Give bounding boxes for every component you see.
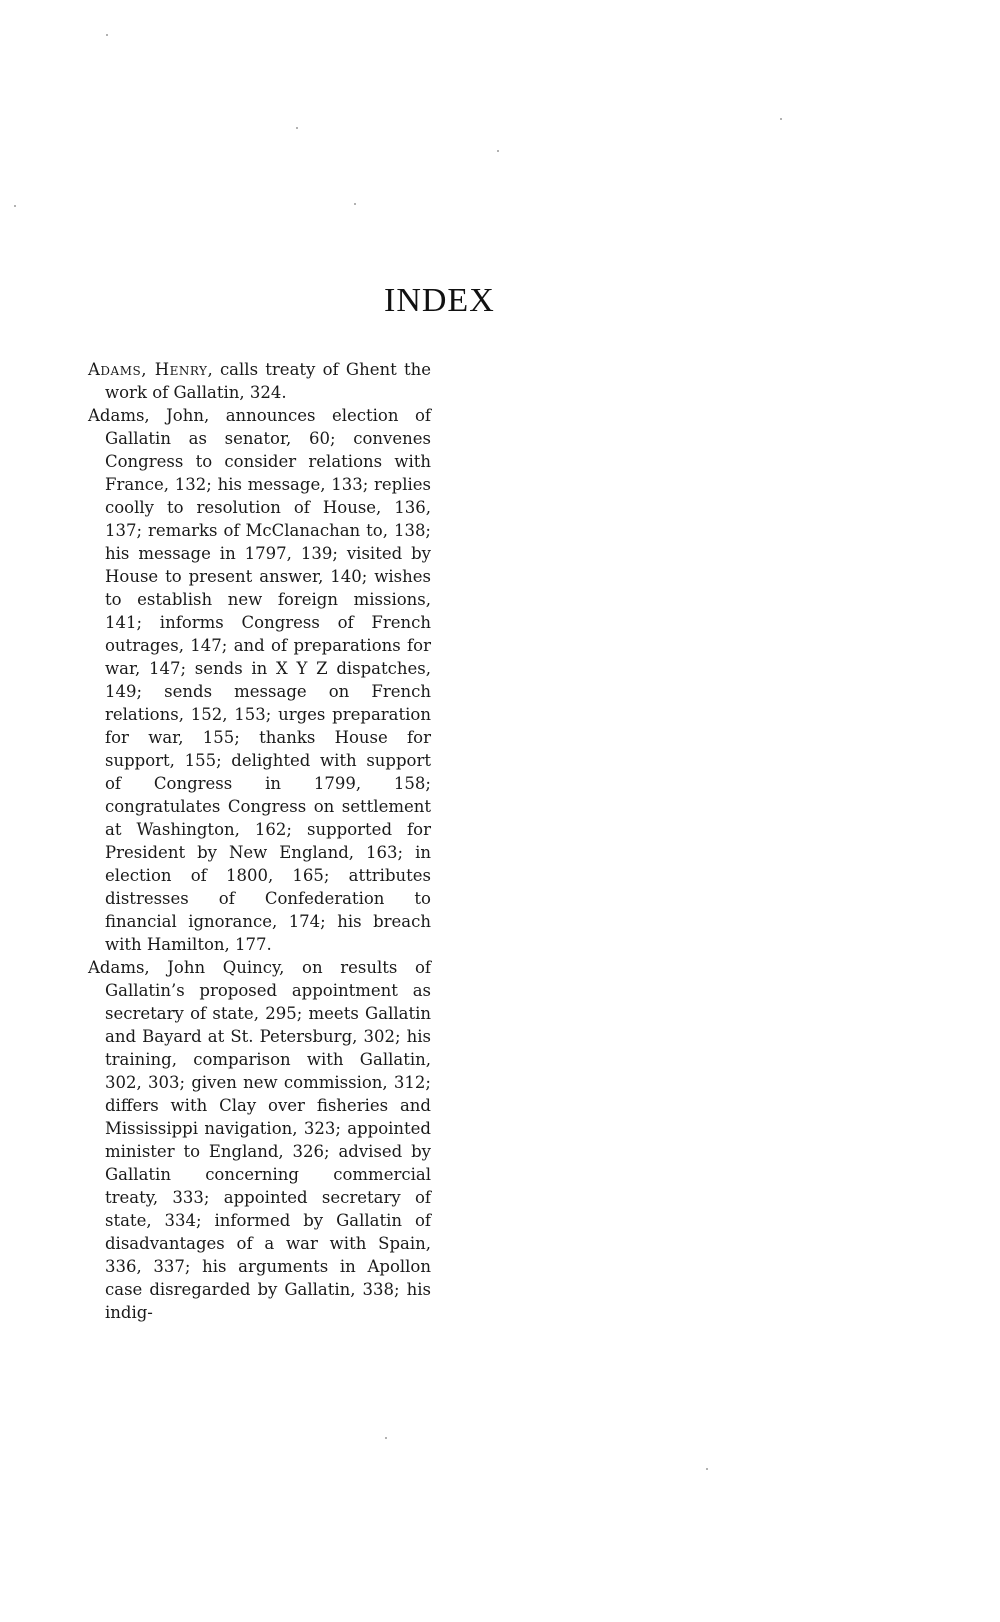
- index-entry-adams-henry: [88, 358, 431, 404]
- page-title: INDEX: [384, 282, 495, 319]
- scan-speck: [296, 127, 298, 129]
- scan-speck: [354, 203, 356, 205]
- index-entry-adams-john-quincy: [88, 956, 431, 1324]
- scan-speck: [706, 1468, 708, 1470]
- scan-speck: [385, 1437, 387, 1439]
- index-column: [88, 358, 431, 1324]
- scan-speck: [780, 118, 782, 120]
- entry-headword: Adams, Henry: [88, 360, 208, 379]
- entry-text: , calls treaty of Ghent the work of Gallatin, 324.: [105, 360, 431, 402]
- index-entry-adams-john: [88, 404, 431, 956]
- entry-text: Adams, John Quincy, on results of Gallatin’s proposed appointment as secretary of state, 295; meets Gallatin and Bayard at St. Petersburg, 302; his training, comparison with Gallatin, 302, 303; given new commission, 312; differs with Clay over fisheries and Mississippi navigation, 323; appointed minister to England, 326; advised by Gallatin concerning commercial treaty, 333; appointed secretary of state, 334; informed by Gallatin of disadvantages of a war with Spain, 336, 337; his arguments in Apollon case disregarded by Gallatin, 338; his indig-: [88, 958, 431, 1322]
- scan-speck: [14, 205, 16, 207]
- scan-speck: [106, 34, 108, 36]
- scan-speck: [497, 150, 499, 152]
- entry-text: Adams, John, announces election of Gallatin as senator, 60; convenes Congress to consider relations with France, 132; his message, 133; replies coolly to resolution of House, 136, 137; remarks of McClanachan to, 138; his message in 1797, 139; visited by House to present answer, 140; wishes to establish new foreign missions, 141; informs Congress of French outrages, 147; and of preparations for war, 147; sends in X Y Z dispatches, 149; sends message on French relations, 152, 153; urges preparation for war, 155; thanks House for support, 155; delighted with support of Congress in 1799, 158; congratulates Congress on settlement at Washington, 162; supported for President by New England, 163; in election of 1800, 165; attributes distresses of Confederation to financial ignorance, 174; his breach with Hamilton, 177.: [88, 406, 431, 954]
